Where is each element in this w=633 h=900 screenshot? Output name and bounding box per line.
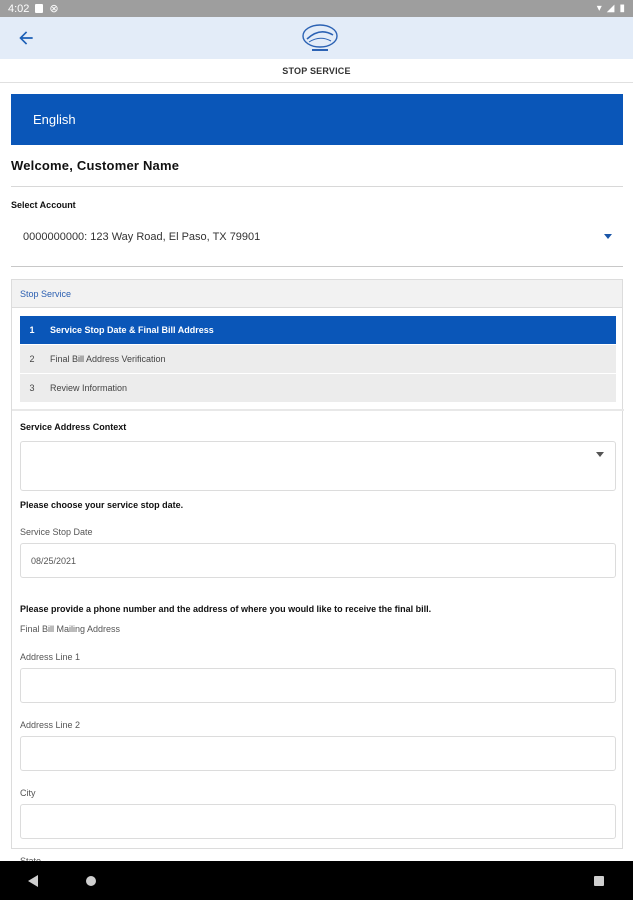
step-label: Review Information — [50, 383, 128, 393]
nav-home-icon[interactable] — [86, 876, 96, 886]
arrow-left-icon[interactable] — [16, 28, 36, 48]
divider — [11, 186, 623, 187]
steps-list — [20, 316, 616, 403]
account-select[interactable] — [11, 222, 623, 252]
signal-icon: ◢ — [606, 3, 615, 14]
utility-logo — [299, 21, 341, 55]
mailing-address-label: Final Bill Mailing Address — [20, 624, 121, 634]
stop-service-title: Stop Service — [20, 288, 72, 299]
stop-date-prompt: Please choose your service stop date. — [20, 500, 184, 510]
language-label: English — [33, 112, 76, 127]
stop-service-panel — [11, 279, 623, 849]
page-title: STOP SERVICE — [282, 65, 351, 76]
service-address-select[interactable] — [20, 441, 616, 491]
stop-date-label: Service Stop Date — [20, 527, 93, 537]
nav-back-icon[interactable] — [28, 875, 38, 887]
page-title-bar — [0, 59, 633, 83]
address-line-1-field[interactable] — [20, 668, 616, 703]
step-item[interactable] — [20, 316, 616, 345]
step-number: 3 — [29, 383, 35, 393]
account-select-value: 0000000000: 123 Way Road, El Paso, TX 79901 — [23, 231, 261, 243]
stop-service-form — [20, 420, 616, 866]
stop-service-header — [12, 280, 622, 308]
address-line-2-field[interactable] — [20, 736, 616, 771]
wifi-icon: ▾ — [596, 3, 602, 14]
address-line-2-label: Address Line 2 — [20, 720, 81, 730]
welcome-heading: Welcome, Customer Name — [11, 158, 180, 173]
step-label: Service Stop Date & Final Bill Address — [50, 325, 214, 335]
phone-address-prompt: Please provide a phone number and the address of where you would like to receive the final bill. — [20, 604, 432, 614]
step-number: 2 — [29, 354, 35, 364]
divider — [11, 266, 623, 267]
divider — [12, 409, 624, 411]
app-bar — [0, 17, 633, 59]
city-field[interactable] — [20, 804, 616, 839]
chevron-down-icon — [596, 452, 604, 457]
nav-recents-icon[interactable] — [594, 876, 604, 886]
stop-date-value: 08/25/2021 — [31, 555, 77, 566]
notification-icon: ⊗ — [49, 3, 59, 15]
chevron-down-icon — [604, 234, 612, 239]
step-item[interactable] — [20, 374, 616, 403]
stop-date-field[interactable] — [20, 543, 616, 578]
battery-icon: ▮ — [619, 3, 625, 14]
sd-card-icon — [35, 4, 43, 13]
service-address-label: Service Address Context — [20, 422, 127, 432]
city-label: City — [20, 788, 36, 798]
step-label: Final Bill Address Verification — [50, 354, 166, 364]
language-selector[interactable] — [11, 94, 623, 145]
address-line-1-label: Address Line 1 — [20, 652, 81, 662]
status-bar — [0, 0, 633, 17]
system-nav-bar — [0, 861, 633, 900]
step-item[interactable] — [20, 345, 616, 374]
step-number: 1 — [29, 325, 35, 335]
status-time: 4:02 — [8, 2, 30, 15]
select-account-label: Select Account — [11, 200, 76, 210]
